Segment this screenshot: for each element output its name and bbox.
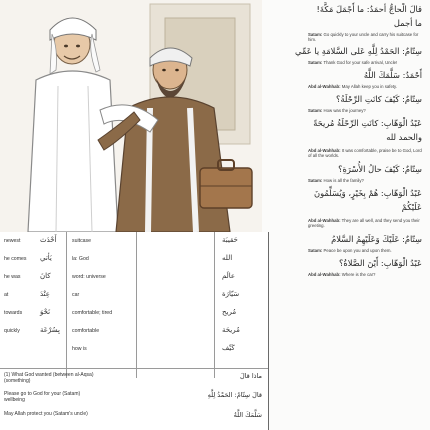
vocab-arabic: عالَم: [222, 272, 236, 280]
vocab-arabic: سَيّارَة: [222, 290, 240, 298]
dialogue-arabic-line: أَحْمَدُ: سَلَّمَكَ اللَّهُ: [363, 70, 422, 80]
vocab-row: [0, 308, 268, 326]
dialogue-arabic-line: والحمد لله: [386, 132, 422, 142]
vocab-arabic: أَحْدَث: [40, 236, 57, 244]
vocab-arabic: مُريح: [222, 308, 237, 316]
question-english: May Allah protect you (Satam's uncle): [4, 411, 88, 417]
vocab-arabic: بِسُرْعَة: [40, 326, 60, 334]
vocab-english: comfortable: [72, 328, 100, 334]
dialogue-english-line: Abd al-Wahhab: May Allah keep you in safety.: [308, 84, 398, 89]
question-item: [0, 368, 268, 387]
vocab-english: he was: [4, 274, 21, 280]
vocab-english: at: [4, 292, 9, 298]
dialogue-arabic-line: عَلَيْكُمْ: [401, 202, 422, 212]
dialogue-english-line: Satam: Go quickly to your uncle and carry his suitcase for him.: [308, 32, 419, 42]
vocab-row: [0, 326, 268, 344]
vocab-english: newest: [4, 238, 21, 244]
illustration-image: [0, 0, 262, 232]
dialogue-arabic-line: عَبْدُ الْوَهّابِ: كانَتِ الرِّحْلَةُ مُريحَةً: [313, 118, 422, 128]
vocab-english: comfortable; tired: [72, 310, 113, 316]
vocab-english: word: universe: [72, 274, 106, 280]
dialogue-arabic-line: ما أجمل: [393, 18, 422, 28]
vocab-arabic: الله: [222, 254, 233, 262]
question-arabic: سَلَّمَكَ اللَّهُ: [233, 411, 262, 419]
dialogue-arabic-line: عَبْدُ الْوَهّابِ: هُمْ بِخَيْرٍ، وَيُسَلِّمُونَ: [314, 188, 422, 198]
dialogue-arabic-line: سِتّامٌ: كَيْفَ حالُ الأُسْرَةِ؟: [338, 164, 422, 174]
dialogue-arabic-line: سِتّامٌ: الحَمْدُ لِلَّهِ عَلى السَّلامَةِ يا عَمِّي: [295, 46, 422, 56]
dialogue-english-line: Abd al-Wahhab: They are all well, and they send you their greeting.: [308, 218, 420, 228]
vocab-english: how is: [72, 346, 87, 352]
dialogue-english-line: Satam: How was the journey?: [308, 108, 366, 113]
vocab-arabic: كَيْف: [222, 344, 235, 352]
vocab-english: quickly: [4, 328, 20, 334]
vocab-english: towards: [4, 310, 23, 316]
vocab-arabic: يَأتي: [40, 254, 52, 262]
vocab-english: he comes: [4, 256, 27, 262]
vocab-row: [0, 344, 268, 362]
question-english: Please go to God for your (Satam) wellbeing: [4, 391, 81, 403]
dialogue-english-line: Satam: Peace be upon you and upon them.: [308, 248, 392, 253]
dialogue-english-line: Abd al-Wahhab: Where is the car?: [308, 272, 376, 277]
vocab-english: la: God: [72, 256, 89, 262]
vocabulary-panel: [0, 232, 269, 430]
question-item: [0, 408, 268, 426]
dialogue-english-line: Satam: How is all the family?: [308, 178, 364, 183]
question-english: (1) What God wanted (between al-Aqsa) (something): [4, 372, 94, 384]
vocab-english: suitcase: [72, 238, 92, 244]
vocab-row: [0, 290, 268, 308]
vocab-arabic: نَحْوَ: [40, 308, 51, 316]
question-arabic: قالَ سِتّامٌ: الحَمْدُ لِلَّهِ: [207, 391, 262, 399]
vocab-arabic: كانَ: [40, 272, 51, 280]
dialogue-arabic-line: سِتّامٌ: عَلَيْكَ وَعَلَيْهِمُ السَّلامُ: [331, 234, 422, 244]
dialogue-arabic-line: قالَ الْحاجُّ أحمَدُ: ما أَجْمَلَ مَكَّةَ!: [316, 4, 422, 14]
dialogue-arabic-line: سِتّامٌ: كَيْفَ كانَتِ الرِّحْلَةُ؟: [336, 94, 422, 104]
vocab-row: [0, 272, 268, 290]
vocab-row: [0, 236, 268, 254]
vocab-arabic: عِنْدَ: [40, 290, 50, 298]
vocab-row: [0, 254, 268, 272]
vocab-english: car: [72, 292, 80, 298]
dialogue-arabic-line: عَبْدُ الْوَهّابِ: أَيْنَ الصَّلاةُ؟: [338, 258, 422, 268]
dialogue-english-line: Abd al-Wahhab: It was comfortable, praise be to God, Lord of all the worlds.: [308, 148, 422, 158]
question-arabic: ماذا قالَ: [239, 372, 262, 380]
dialogue-column: [268, 0, 430, 430]
question-item: [0, 388, 268, 406]
dialogue-english-line: Satam: Thank God for your safe arrival, Uncle!: [308, 60, 398, 65]
vocab-arabic: حَقيبَة: [222, 236, 238, 244]
vocab-arabic: مُريحَة: [222, 326, 240, 334]
